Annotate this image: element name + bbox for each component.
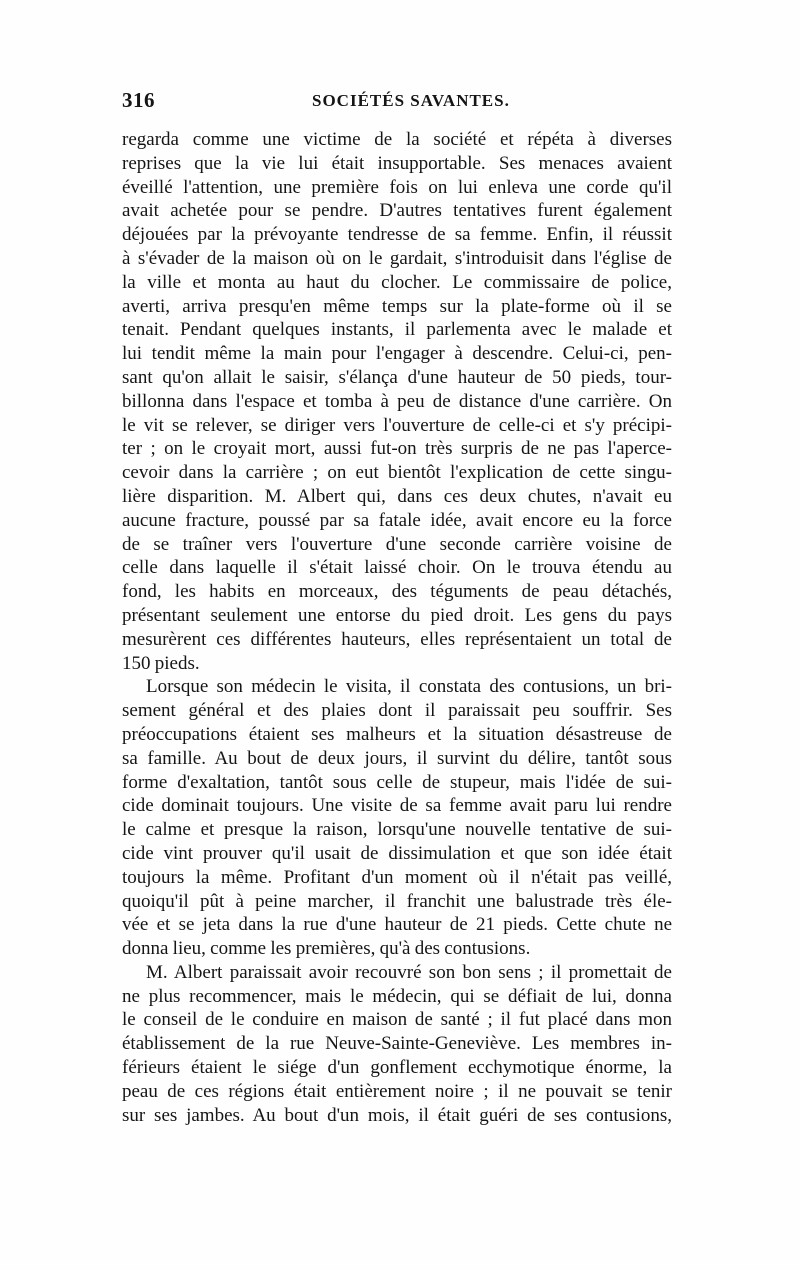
text-line: forme d'exaltation, tantôt sous celle de stupeur, mais l'idée de sui- [122, 771, 672, 793]
text-line: celle dans laquelle il s'était laissé choir. On le trouva étendu au [122, 557, 672, 579]
text-line: le vit se relever, se diriger vers l'ouverture de celle-ci et s'y précipi- [122, 414, 672, 436]
text-line: averti, arriva presqu'en même temps sur la plate-forme où il se [122, 295, 672, 317]
text-line: ne plus recommencer, mais le médecin, qui se défiait de lui, donna [122, 985, 672, 1007]
text-line: sa famille. Au bout de deux jours, il survint du délire, tantôt sous [122, 747, 672, 769]
text-line: préoccupations étaient ses malheurs et la situation désastreuse de [122, 723, 672, 745]
text-line: déjouées par la prévoyante tendresse de sa femme. Enfin, il réussit [122, 224, 672, 246]
text-line: fond, les habits en morceaux, des téguments de peau détachés, [122, 581, 672, 603]
text-line: billonna dans l'espace et tomba à peu de distance d'une carrière. On [122, 390, 672, 412]
text-line: cide vint prouver qu'il usait de dissimulation et que son idée était [122, 842, 672, 864]
paragraph-start-line: M. Albert paraissait avoir recouvré son bon sens ; il promettait de [146, 961, 672, 983]
text-line: lière disparition. M. Albert qui, dans ces deux chutes, n'avait eu [122, 485, 672, 507]
text-line: établissement de la rue Neuve-Sainte-Geneviève. Les membres in- [122, 1033, 672, 1055]
running-head [122, 88, 672, 118]
running-title: SOCIÉTÉS SAVANTES. [312, 91, 510, 110]
text-line: le calme et presque la raison, lorsqu'une nouvelle tentative de sui- [122, 819, 672, 841]
text-line: férieurs étaient le siége d'un gonflement ecchymotique énorme, la [122, 1057, 672, 1079]
text-line: regarda comme une victime de la société et répéta à diverses [122, 129, 672, 150]
paragraph-end-line: 150 pieds. [122, 652, 200, 674]
text-line: cevoir dans la carrière ; on eut bientôt l'explication de cette singu- [122, 462, 672, 484]
text-line: cide dominait toujours. Une visite de sa femme avait paru lui rendre [122, 795, 672, 817]
text-line: vée et se jeta dans la rue d'une hauteur de 21 pieds. Cette chute ne [122, 914, 672, 936]
text-line: aucune fracture, poussé par sa fatale idée, avait encore eu la force [122, 509, 672, 531]
text-line: mesurèrent ces différentes hauteurs, elles représentaient un total de [122, 628, 672, 650]
body-text [122, 128, 672, 1127]
text-line: tenait. Pendant quelques instants, il parlementa avec le malade et [122, 319, 672, 341]
text-line: de se traîner vers l'ouverture d'une seconde carrière voisine de [122, 533, 672, 555]
text-line: toujours la même. Profitant d'un moment où il n'était pas veillé, [122, 866, 672, 888]
paragraph-start-line: Lorsque son médecin le visita, il constata des contusions, un bri- [146, 676, 672, 698]
text-line: peau de ces régions était entièrement noire ; il ne pouvait se tenir [122, 1080, 672, 1102]
text-line: sement général et des plaies dont il paraissait peu souffrir. Ses [122, 700, 672, 722]
text-line: la ville et monta au haut du clocher. Le commissaire de police, [122, 271, 672, 293]
text-line: quoiqu'il pût à peine marcher, il franchit une balustrade très éle- [122, 890, 672, 912]
text-line: présentant seulement une entorse du pied droit. Les gens du pays [122, 604, 672, 626]
text-line: lui tendit même la main pour l'engager à descendre. Celui-ci, pen- [122, 343, 672, 365]
text-line: reprises que la vie lui était insupportable. Ses menaces avaient [122, 152, 672, 174]
text-line: éveillé l'attention, une première fois on lui enleva une corde qu'il [122, 176, 672, 198]
text-line: ter ; on le croyait mort, aussi fut-on très surpris de ne pas l'aperce- [122, 438, 672, 460]
text-line: sur ses jambes. Au bout d'un mois, il était guéri de ses contusions, [122, 1104, 672, 1126]
page-number: 316 [122, 88, 155, 112]
text-line: à s'évader de la maison où on le gardait, s'introduisit dans l'église de [122, 247, 672, 269]
text-line: avait achetée pour se pendre. D'autres tentatives furent également [122, 200, 672, 222]
paragraph-end-line: donna lieu, comme les premières, qu'à des contusions. [122, 938, 531, 960]
text-line: sant qu'on allait le saisir, s'élança d'une hauteur de 50 pieds, tour- [122, 366, 672, 388]
text-line: le conseil de le conduire en maison de santé ; il fut placé dans mon [122, 1009, 672, 1031]
